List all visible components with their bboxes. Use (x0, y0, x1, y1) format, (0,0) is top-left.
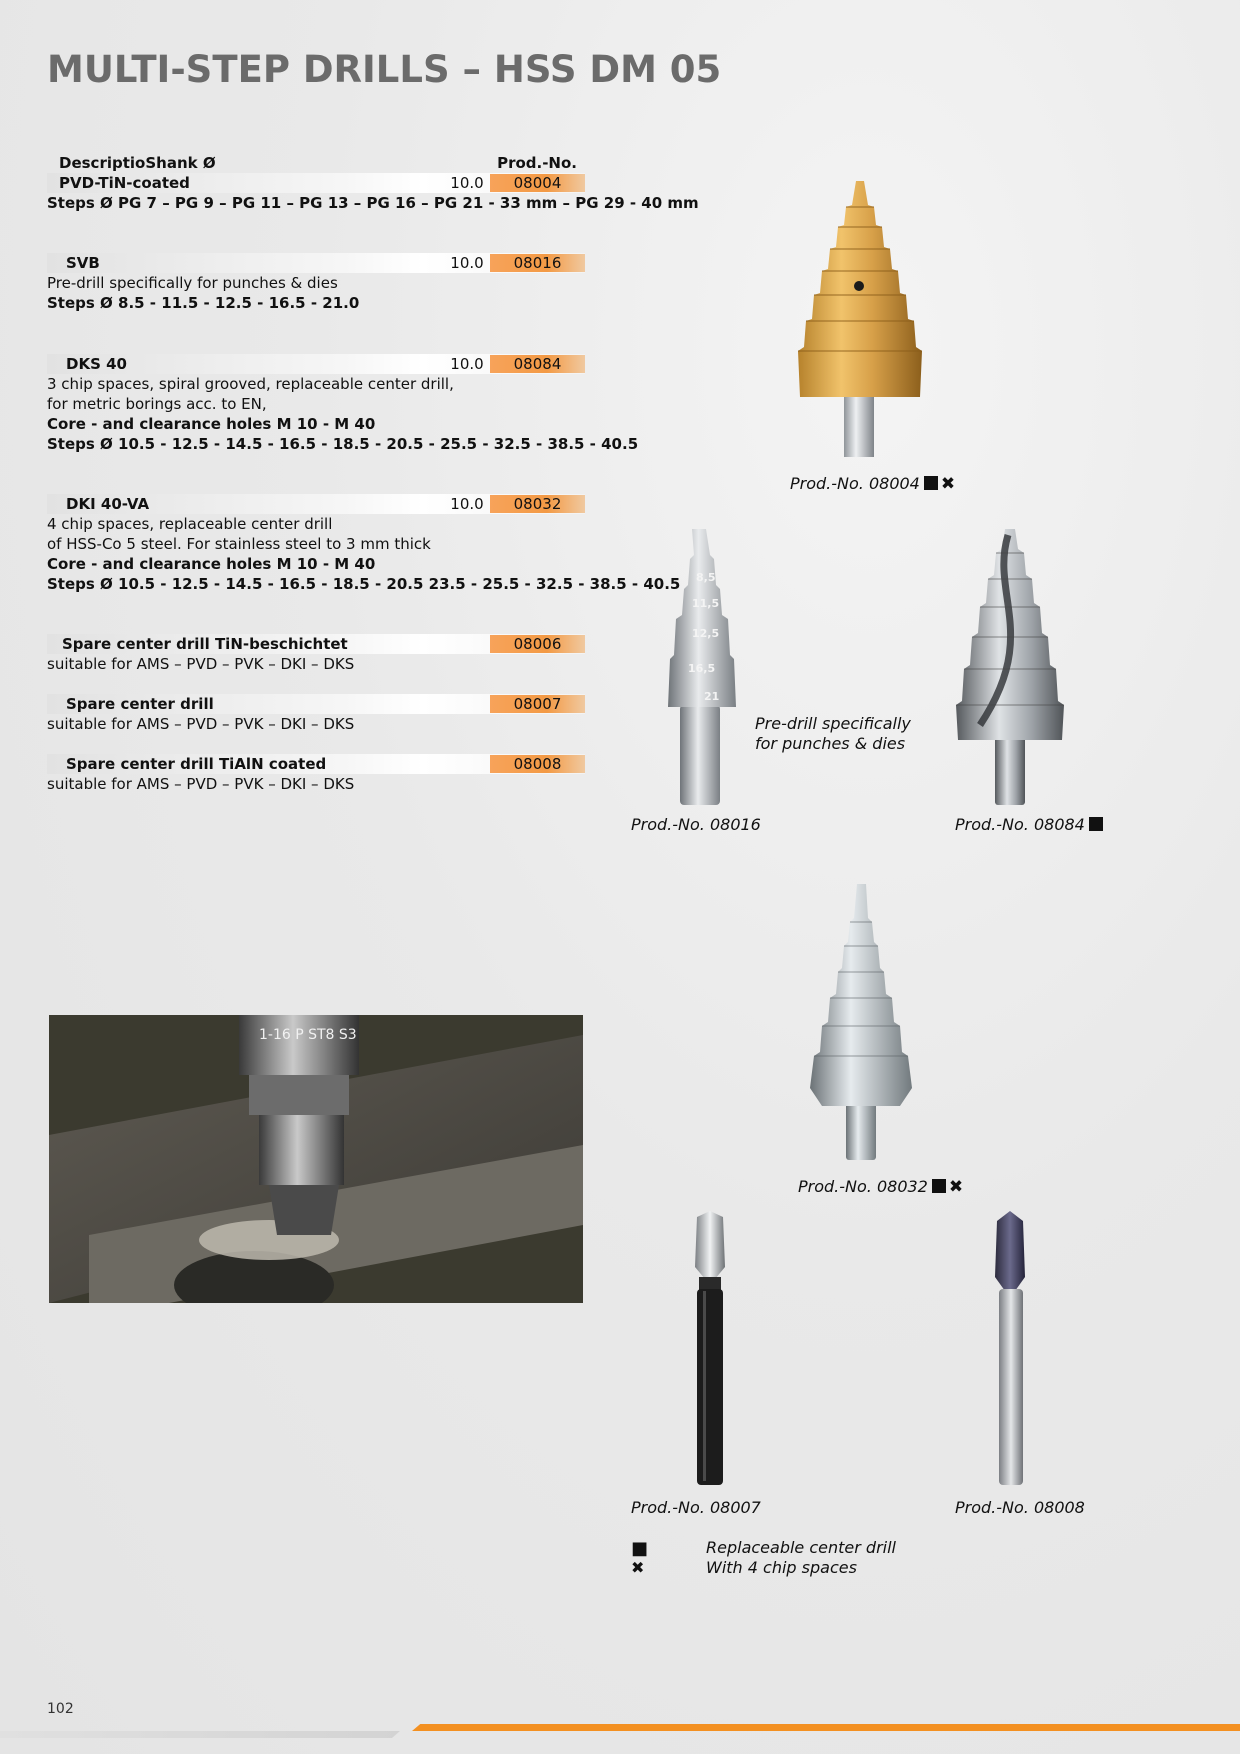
product-number: 08084 (490, 355, 585, 373)
caption-text: Prod.-No. 08004 (790, 474, 920, 493)
product-number: 08006 (490, 635, 585, 653)
product-block-08008 (47, 754, 585, 794)
page-title: MULTI-STEP DRILLS – HSS DM 05 (47, 48, 722, 91)
replaceable-center-drill-icon (1089, 817, 1103, 831)
product-name: DKS 40 (66, 355, 127, 373)
caption-text: Prod.-No. 08084 (955, 815, 1085, 834)
caption-08016: Prod.-No. 08016 (631, 815, 761, 834)
product-detail: Core - and clearance holes M 10 - M 40 (47, 415, 376, 433)
product-number: 08032 (490, 495, 585, 513)
drill-08016-image (648, 525, 758, 810)
product-detail: suitable for AMS – PVD – PVK – DKI – DKS (47, 655, 355, 673)
product-shank: 10.0 (450, 495, 484, 513)
footer-accent-bar (412, 1724, 1240, 1731)
drilling-application-photo (49, 1015, 583, 1303)
product-name: Spare center drill TiAlN coated (66, 755, 327, 773)
product-detail: Core - and clearance holes M 10 - M 40 (47, 555, 376, 573)
product-detail: Steps Ø PG 7 – PG 9 – PG 11 – PG 13 – PG 16 – PG 21 - 33 mm – PG 29 - 40 mm (47, 194, 699, 212)
product-detail: for metric borings acc. to EN, (47, 395, 267, 413)
product-row (47, 754, 585, 774)
cross-icon: ✖ (631, 1558, 645, 1577)
caption-08004 (790, 474, 955, 493)
footer-grey-bar (0, 1731, 400, 1738)
svg-text:8,5: 8,5 (696, 571, 716, 584)
svg-text:11,5: 11,5 (692, 597, 720, 610)
product-name: PVD-TiN-coated (59, 174, 190, 192)
product-detail: Pre-drill specifically for punches & dies (47, 274, 338, 292)
svb-note-line2: for punches & dies (755, 734, 906, 753)
drilling-scene (49, 1015, 583, 1303)
product-name: DKI 40-VA (66, 495, 150, 513)
product-detail: Steps Ø 10.5 - 12.5 - 14.5 - 16.5 - 18.5 - 20.5 23.5 - 25.5 - 32.5 - 38.5 - 40.5 (47, 575, 681, 593)
product-row (47, 634, 585, 654)
product-number: 08007 (490, 695, 585, 713)
product-shank: 10.0 (450, 254, 484, 272)
table-header (47, 153, 585, 173)
product-row (47, 494, 585, 514)
svg-text:12,5: 12,5 (692, 627, 720, 640)
svg-text:21: 21 (704, 690, 720, 703)
page-number: 102 (47, 1701, 74, 1717)
product-detail: 4 chip spaces, replaceable center drill (47, 515, 333, 533)
caption-08084 (955, 815, 1103, 834)
product-number: 08016 (490, 254, 585, 272)
product-detail: 3 chip spaces, spiral grooved, replaceable center drill, (47, 375, 454, 393)
product-block-08004 (47, 153, 699, 213)
product-block-08007 (47, 694, 585, 734)
product-row (47, 253, 585, 273)
caption-08032 (798, 1177, 963, 1196)
product-detail: Steps Ø 8.5 - 11.5 - 12.5 - 16.5 - 21.0 (47, 294, 360, 312)
drill-08032-image (800, 880, 925, 1165)
product-shank: 10.0 (450, 355, 484, 373)
product-name: Spare center drill (66, 695, 214, 713)
chuck-label: 1-16 P ST8 S3 (259, 1027, 357, 1043)
header-description-shank: DescriptioShank Ø (59, 154, 216, 172)
product-detail: of HSS-Co 5 steel. For stainless steel to 3 mm thick (47, 535, 431, 553)
legend-text: With 4 chip spaces (706, 1558, 857, 1577)
four-chip-spaces-icon: ✖ (940, 474, 956, 494)
product-block-08032 (47, 494, 681, 594)
square-icon: ■ (631, 1538, 649, 1559)
product-row (47, 694, 585, 714)
product-block-08016 (47, 253, 585, 313)
product-detail: suitable for AMS – PVD – PVK – DKI – DKS (47, 775, 355, 793)
svb-note-line1: Pre-drill specifically (755, 714, 911, 733)
product-name: SVB (66, 254, 100, 272)
replaceable-center-drill-icon (932, 1179, 946, 1193)
drill-08004-image (790, 175, 930, 465)
product-block-08084 (47, 354, 639, 454)
product-number: 08004 (490, 174, 585, 192)
caption-text: Prod.-No. 08032 (798, 1177, 928, 1196)
product-block-08006 (47, 634, 585, 674)
product-number: 08008 (490, 755, 585, 773)
drill-08008-image (975, 1207, 1045, 1492)
drill-08007-image (675, 1207, 745, 1492)
legend-text: Replaceable center drill (706, 1538, 896, 1557)
replaceable-center-drill-icon (924, 476, 938, 490)
product-row (47, 354, 585, 374)
product-shank: 10.0 (450, 174, 484, 192)
product-row (47, 173, 585, 193)
svg-text:16,5: 16,5 (688, 662, 716, 675)
caption-08008: Prod.-No. 08008 (955, 1498, 1085, 1517)
four-chip-spaces-icon: ✖ (948, 1177, 964, 1197)
caption-08007: Prod.-No. 08007 (631, 1498, 761, 1517)
drill-08084-image (950, 525, 1070, 810)
product-detail: Steps Ø 10.5 - 12.5 - 14.5 - 16.5 - 18.5 - 20.5 - 25.5 - 32.5 - 38.5 - 40.5 (47, 435, 639, 453)
product-detail: suitable for AMS – PVD – PVK – DKI – DKS (47, 715, 355, 733)
product-name: Spare center drill TiN-beschichtet (62, 635, 348, 653)
header-prod-no: Prod.-No. (497, 154, 577, 172)
